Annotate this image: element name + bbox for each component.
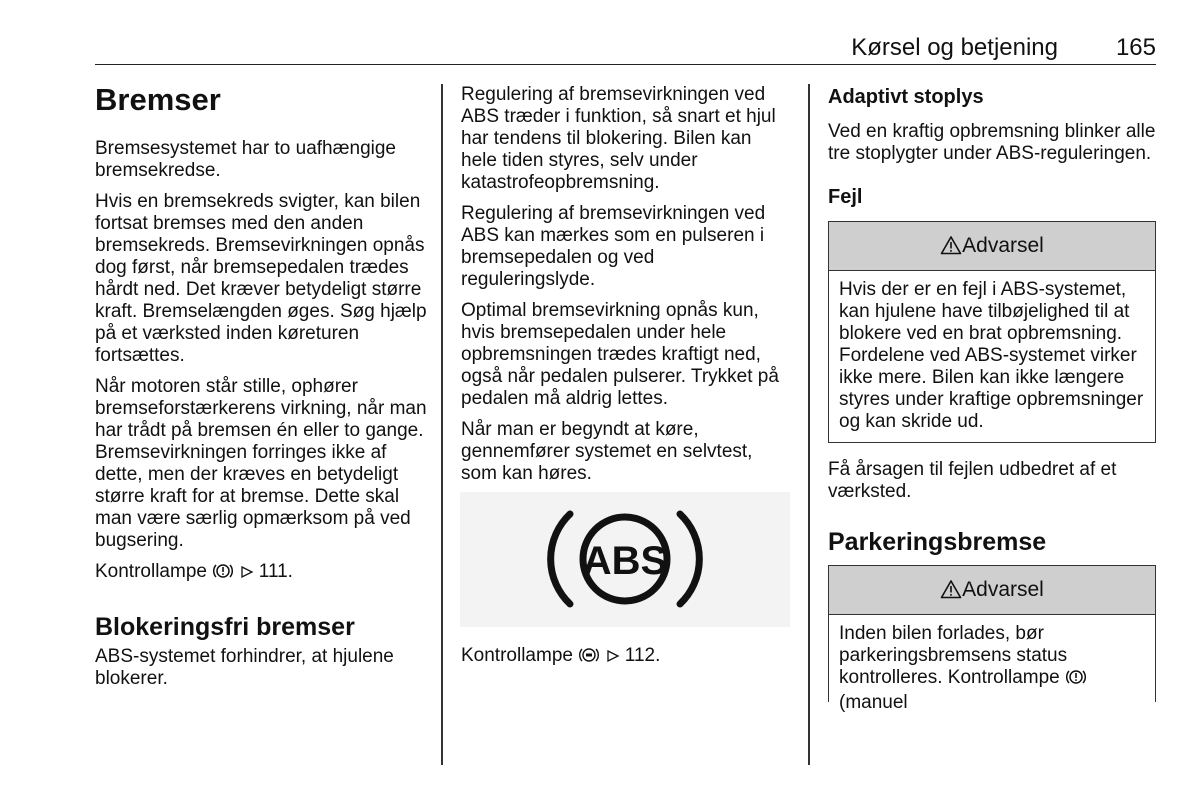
warning-body: [829, 271, 1155, 433]
column-divider-2: [808, 84, 810, 765]
warning-triangle-icon: [940, 225, 962, 273]
paragraph: Når man er begyndt at køre, gennemfører systemet en selvtest, som kan høres.: [461, 419, 753, 484]
paragraph: ABS-systemet forhindrer, at hjulene blokerer.: [95, 646, 394, 689]
abs-lamp-illustration: [460, 492, 790, 627]
arrow-ref-icon: [606, 648, 620, 670]
paragraph: Hvis en bremsekreds svigter, kan bilen fortsat bremses med den anden bremsekreds. Bremsevirkningen opnås dog først, når bremsepedalen trædes hårdt ned. Det kræver betydeligt større kraft. Bremselængden øges. Søg hjælp på et værksted inden køreturen fortsættes.: [95, 191, 427, 366]
ref-page: 111.: [258, 561, 293, 582]
section-heading: Parkeringsbremse: [828, 528, 1047, 556]
column-2-ref: [461, 645, 791, 679]
column-2: [461, 84, 791, 494]
warning-box: [828, 565, 1156, 713]
paragraph: Når motoren står stille, ophører bremseforstærkerens virkning, når man har trådt på bremsen én eller to gange. Bremsevirkningen forringes ikke af dette, men der kræves en betydeligt større kraft for at bremse. Dette skal man være særlig opmærksom på ved bugsering.: [95, 376, 427, 551]
brake-warning-icon: [1065, 668, 1087, 692]
warning-triangle-icon: [940, 569, 962, 617]
cross-reference: [461, 645, 791, 670]
column-3: [828, 85, 1156, 713]
paragraph: Hvis der er en fejl i ABS-systemet, kan hjulene have tilbøjelighed til at blokere ved en brat opbremsning. Fordelene ved ABS-systemet virker ikke mere. Bilen kan ikke længere styres under kraftige opbremsninger og kan skride ud.: [839, 279, 1144, 432]
paragraph: Optimal bremsevirkning opnås kun, hvis bremsepedalen under hele opbremsningen trædes kraftigt ned, også når pedalen pulserer. Trykket på pedalen må aldrig lettes.: [461, 300, 779, 409]
page-header: [95, 30, 1156, 65]
paragraph: [839, 623, 1145, 714]
page-number: 165: [1115, 34, 1156, 61]
arrow-ref-icon: [240, 564, 254, 586]
cross-reference: [95, 561, 430, 586]
paragraph: Bremsesystemet har to uafhængige bremsekredse.: [95, 138, 396, 181]
warning-header: [829, 222, 1155, 271]
abs-lamp-icon: [578, 646, 600, 670]
ref-label: Kontrollampe: [461, 645, 573, 666]
warning-text-end: (manuel: [839, 692, 908, 713]
warning-title: Advarsel: [962, 234, 1044, 257]
paragraph: Få årsagen til fejlen udbedret af et værksted.: [828, 459, 1117, 502]
paragraph: Regulering af bremsevirkningen ved ABS kan mærkes som en pulseren i bremsepedalen og ved reguleringslyde.: [461, 203, 766, 290]
paragraph: Ved en kraftig opbremsning blinker alle tre stoplygter under ABS-reguleringen.: [828, 121, 1156, 164]
section-heading: Adaptivt stoplys: [828, 86, 984, 108]
warning-text: Inden bilen forlades, bør parkeringsbremsens status kontrolleres. Kontrollampe: [839, 623, 1068, 688]
section-heading: Blokeringsfri bremser: [95, 613, 355, 641]
column-1: [95, 82, 430, 699]
page-title: Bremser: [95, 82, 221, 117]
ref-label: Kontrollampe: [95, 561, 207, 582]
ref-page: 112.: [624, 645, 661, 666]
brake-warning-icon: [212, 562, 234, 586]
abs-text: ABS: [582, 539, 668, 583]
section-heading: Fejl: [828, 186, 863, 208]
warning-header: [829, 566, 1155, 615]
warning-body: [829, 615, 1155, 714]
column-divider-1: [441, 84, 443, 765]
warning-box: [828, 221, 1156, 443]
paragraph: Regulering af bremsevirkningen ved ABS træder i funktion, så snart et hjul har tendens til blokering. Bilen kan hele tiden styres, selv under katastrofeopbremsning.: [461, 84, 776, 193]
warning-title: Advarsel: [962, 578, 1044, 601]
section-title: Kørsel og betjening: [851, 34, 1058, 61]
